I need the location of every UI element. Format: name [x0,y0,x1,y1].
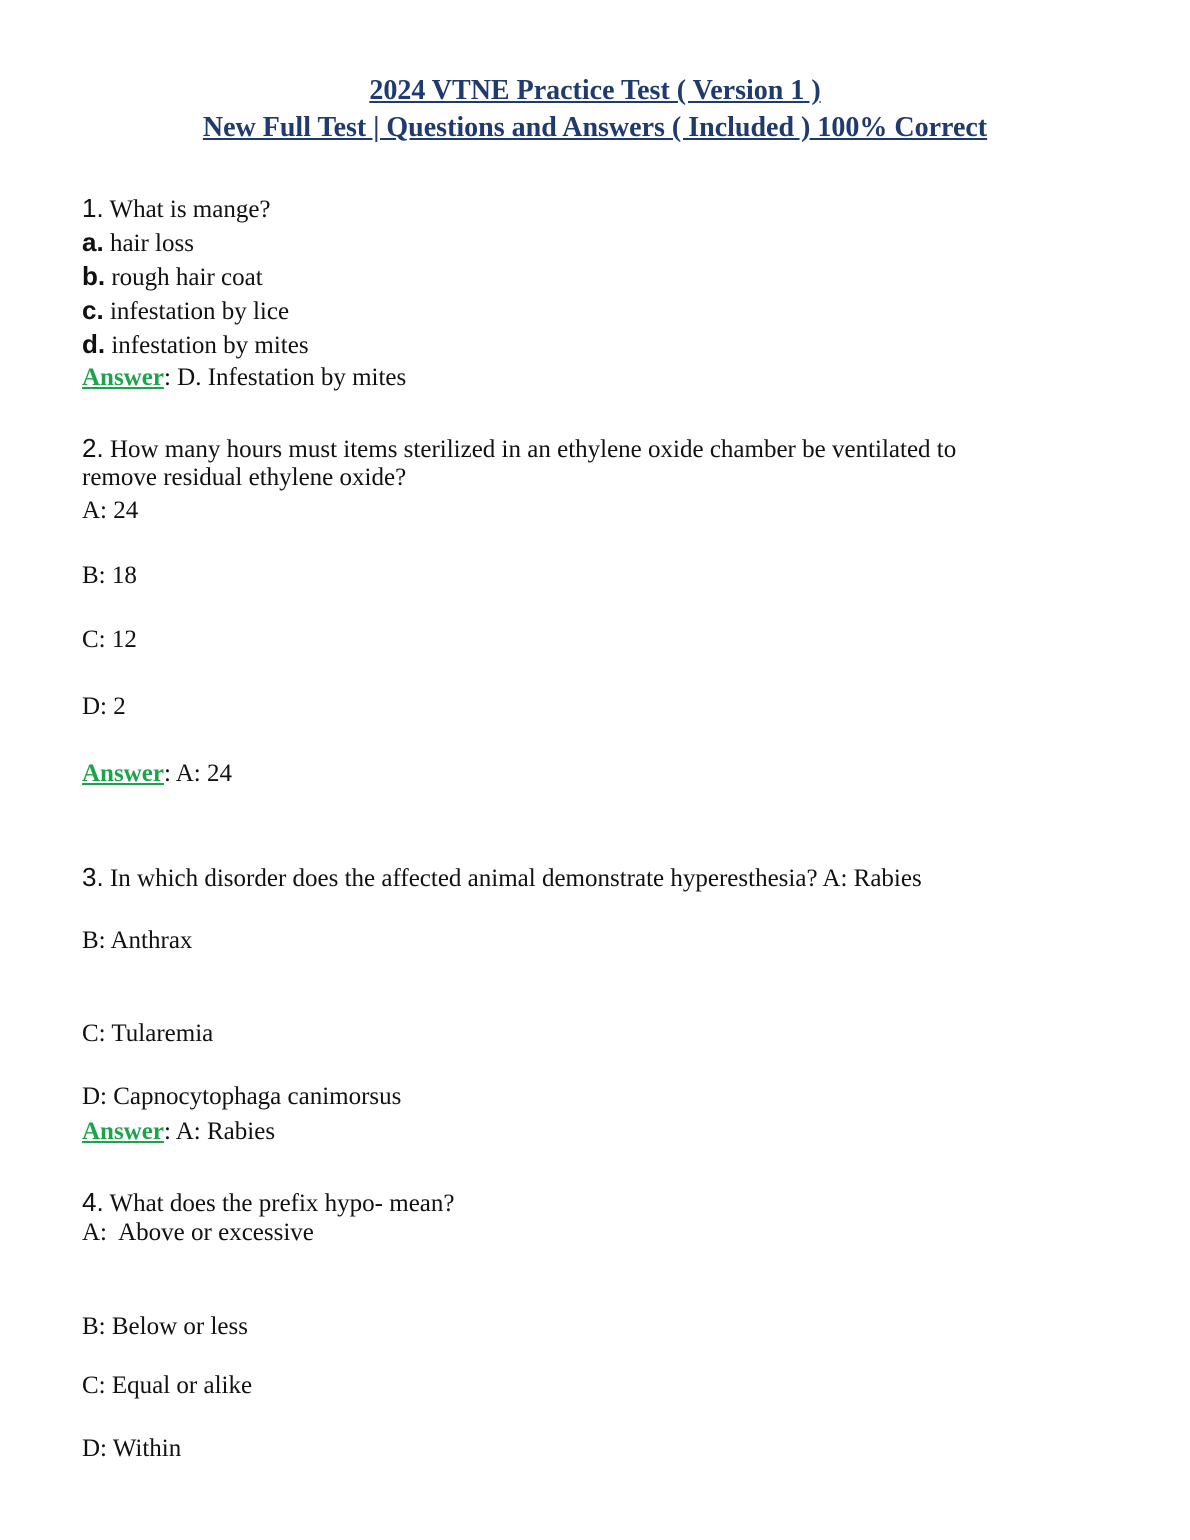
answer-line [82,1117,275,1147]
answer-label: Answer [82,364,164,391]
question-text: What is mange? [103,196,271,223]
answer-line [82,759,232,789]
option-b [82,261,263,293]
question-number: 1. [82,193,104,223]
option-c: C: Equal or alike [82,1372,253,1399]
option-text: infestation by mites [105,332,309,359]
question-text: In which disorder does the affected animal demonstrate hyperesthesia? A: Rabies [103,865,922,892]
option-a: A: 24 [82,497,139,524]
option-c: C: Tularemia [82,1020,214,1047]
option-a [82,227,194,259]
answer-text: : A: 24 [163,760,233,787]
question-number: 4. [82,1187,104,1217]
option-letter: d. [82,329,106,359]
question-text: How many hours must items sterilized in an ethylene oxide chamber be ventilated to [103,436,957,463]
question-4-stem [82,1187,455,1219]
question-2-stem-cont: remove residual ethylene oxide? [82,464,407,491]
answer-text: : D. Infestation by mites [163,364,407,391]
option-d: D: 2 [82,693,126,720]
option-d: D: Capnocytophaga canimorsus [82,1083,402,1110]
option-letter: b. [82,261,106,291]
question-number: 3. [82,862,104,892]
answer-text: : A: Rabies [163,1118,276,1145]
option-b: B: Below or less [82,1313,248,1340]
answer-label: Answer [82,760,164,787]
question-number: 2. [82,433,104,463]
option-a: A: Above or excessive [82,1219,314,1246]
option-c: C: 12 [82,626,137,653]
option-d [82,329,309,361]
option-letter: a. [82,227,104,257]
question-3-stem [82,862,922,894]
question-2-stem [82,433,956,465]
question-1-stem [82,193,271,225]
title-line-1: 2024 VTNE Practice Test ( Version 1 ) [369,75,821,106]
question-text: What does the prefix hypo- mean? [103,1190,455,1217]
option-text: rough hair coat [105,264,263,291]
answer-label: Answer [82,1118,164,1145]
option-text: hair loss [103,230,194,257]
option-c [82,295,289,327]
option-b: B: 18 [82,562,137,589]
answer-line [82,363,406,393]
option-text: infestation by lice [103,298,290,325]
option-letter: c. [82,295,104,325]
title-line-2: New Full Test | Questions and Answers ( Included ) 100% Correct [202,112,988,143]
option-d: D: Within [82,1435,182,1462]
option-b: B: Anthrax [82,927,193,954]
